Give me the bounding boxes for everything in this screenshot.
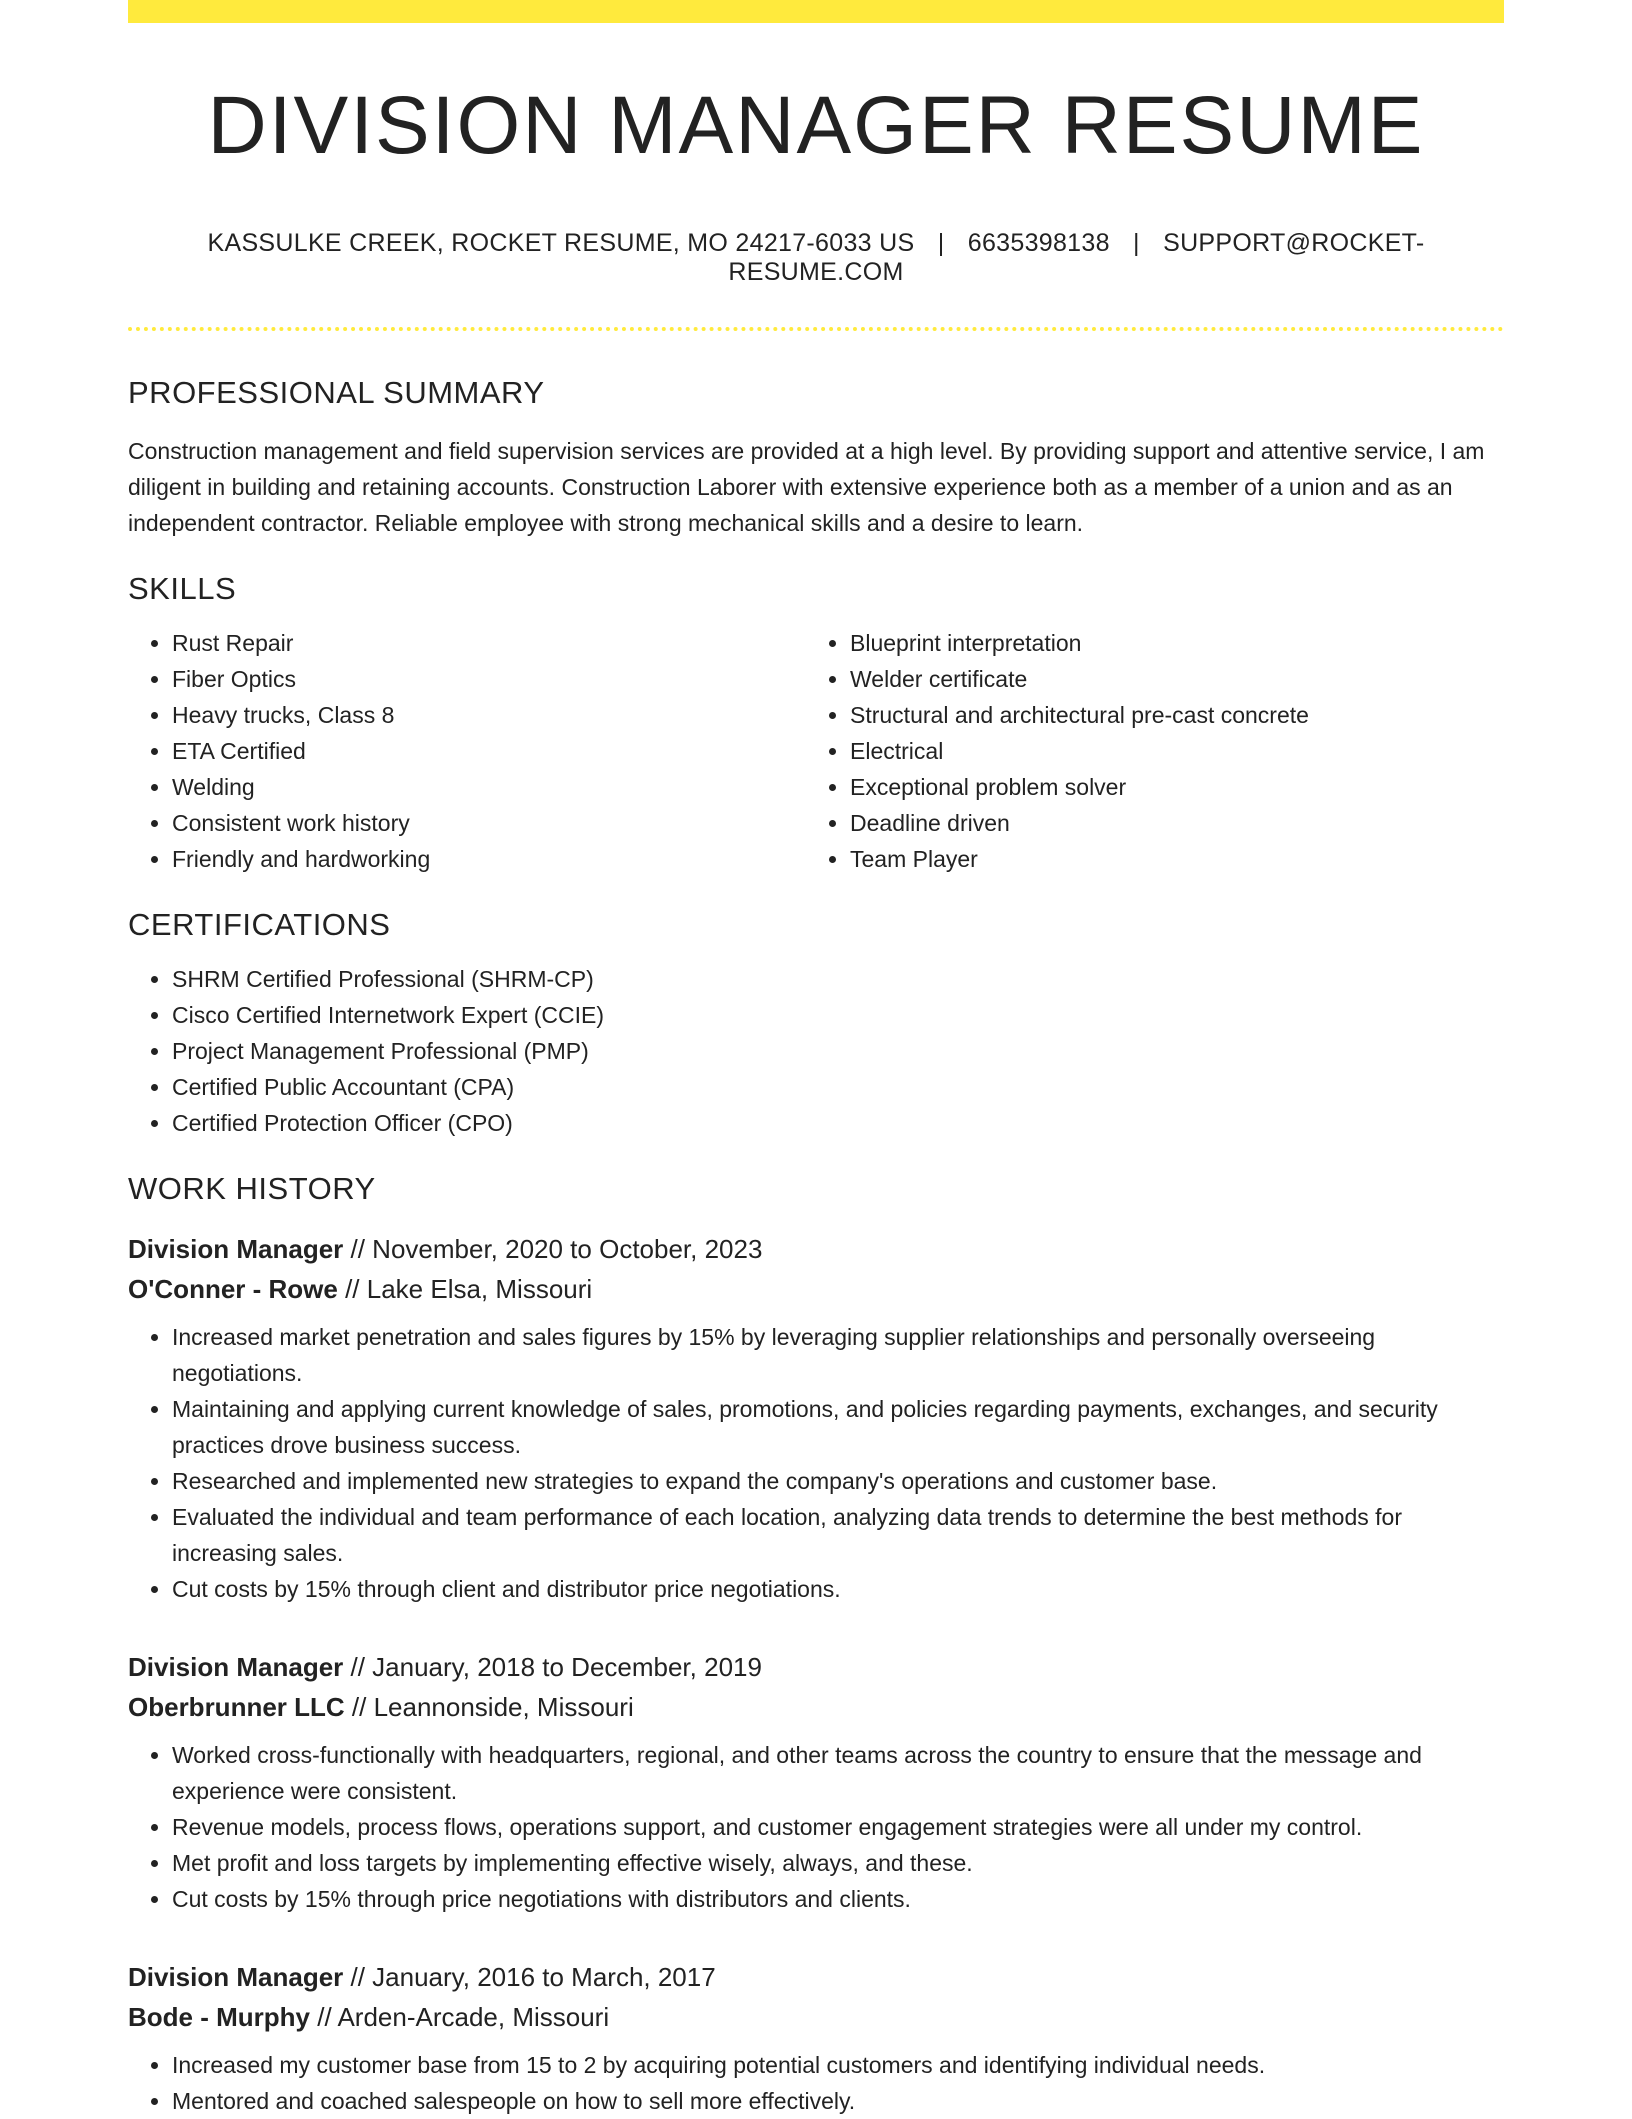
job-bullet: • Worked cross-functionally with headquarters, regional, and other teams across the country to ensure that the message and experience were consistent. xyxy=(172,1737,1504,1809)
job-bullet: • Revenue models, process flows, operations support, and customer engagement strategies were all under my control. xyxy=(172,1809,1504,1845)
certification-item: • Cisco Certified Internetwork Expert (CCIE) xyxy=(172,997,1504,1033)
skill-item: • Blueprint interpretation xyxy=(850,625,1484,661)
job-bullet: • Cut costs by 15% through client and distributor price negotiations. xyxy=(172,1571,1504,1607)
skill-item: • Welder certificate xyxy=(850,661,1484,697)
job-title: Division Manager xyxy=(128,1962,344,1993)
resume-page xyxy=(128,0,1504,2119)
skill-item: • ETA Certified xyxy=(172,733,806,769)
job-bullet: • Evaluated the individual and team performance of each location, analyzing data trends to determine the best methods for increasing sales. xyxy=(172,1499,1504,1571)
skill-item: • Fiber Optics xyxy=(172,661,806,697)
skill-item: • Structural and architectural pre-cast concrete xyxy=(850,697,1484,733)
skill-item: • Consistent work history xyxy=(172,805,806,841)
job-company: O'Conner - Rowe xyxy=(128,1274,338,1305)
job-dates: // November, 2020 to October, 2023 xyxy=(343,1234,763,1265)
job-bullet: • Mentored and coached salespeople on how to sell more effectively. xyxy=(172,2083,1504,2119)
skills-list-left xyxy=(128,625,806,877)
skills-list-right xyxy=(806,625,1484,877)
job-entry xyxy=(128,1647,1504,1917)
accent-bar xyxy=(128,0,1504,23)
job-bullets xyxy=(128,1319,1504,1607)
work-history-section xyxy=(128,1171,1504,2119)
skill-item: • Exceptional problem solver xyxy=(850,769,1484,805)
skill-item: • Deadline driven xyxy=(850,805,1484,841)
job-bullet: • Increased market penetration and sales figures by 15% by leveraging supplier relationships and personally overseeing negotiations. xyxy=(172,1319,1504,1391)
job-bullets xyxy=(128,2047,1504,2119)
job-location: // Leannonside, Missouri xyxy=(344,1692,634,1723)
contact-email: SUPPORT@ROCKET-RESUME.COM xyxy=(728,229,1425,287)
skill-item: • Friendly and hardworking xyxy=(172,841,806,877)
job-bullets xyxy=(128,1737,1504,1917)
job-title-line xyxy=(128,1957,1504,1997)
section-heading: SKILLS xyxy=(128,571,237,607)
skill-item: • Team Player xyxy=(850,841,1484,877)
job-company-line xyxy=(128,1269,1504,1309)
section-heading: CERTIFICATIONS xyxy=(128,907,391,943)
summary-text: Construction management and field supervision services are provided at a high level. By providing support and attentive service, I am diligent in building and retaining accounts. Construction Laborer with extensive experience both as a member of a union and as an independent contractor. Reliable employee with strong mechanical skills and a desire to learn. xyxy=(128,438,1485,537)
skills-grid xyxy=(128,607,1504,877)
job-title: Division Manager xyxy=(128,1652,344,1683)
job-title: Division Manager xyxy=(128,1234,344,1265)
skill-item: • Rust Repair xyxy=(172,625,806,661)
job-title-line xyxy=(128,1647,1504,1687)
contact-separator: | xyxy=(937,229,945,258)
skills-section xyxy=(128,571,1504,877)
page-title: DIVISION MANAGER RESUME xyxy=(207,80,1425,171)
job-company: Oberbrunner LLC xyxy=(128,1692,345,1723)
certification-item: • Project Management Professional (PMP) xyxy=(172,1033,1504,1069)
contact-address: KASSULKE CREEK, ROCKET RESUME, MO 24217-6033 US xyxy=(207,229,915,258)
job-company-line xyxy=(128,1687,1504,1727)
job-bullet: • Maintaining and applying current knowledge of sales, promotions, and policies regarding payments, exchanges, and security practices drove business success. xyxy=(172,1391,1504,1463)
job-location: // Lake Elsa, Missouri xyxy=(337,1274,593,1305)
skill-item: • Welding xyxy=(172,769,806,805)
certification-item: • Certified Public Accountant (CPA) xyxy=(172,1069,1504,1105)
job-entry xyxy=(128,1229,1504,1607)
job-bullet: • Met profit and loss targets by implementing effective wisely, always, and these. xyxy=(172,1845,1504,1881)
job-title-line xyxy=(128,1229,1504,1269)
section-heading: WORK HISTORY xyxy=(128,1171,376,1207)
certification-item: • Certified Protection Officer (CPO) xyxy=(172,1105,1504,1141)
divider xyxy=(128,327,1504,331)
job-dates: // January, 2016 to March, 2017 xyxy=(343,1962,716,1993)
certification-item: • SHRM Certified Professional (SHRM-CP) xyxy=(172,961,1504,997)
job-location: // Arden-Arcade, Missouri xyxy=(310,2002,610,2033)
job-bullet: • Researched and implemented new strategies to expand the company's operations and customer base. xyxy=(172,1463,1504,1499)
certifications-section xyxy=(128,907,1504,1141)
job-dates: // January, 2018 to December, 2019 xyxy=(343,1652,762,1683)
job-entry xyxy=(128,1957,1504,2119)
contact-phone: 6635398138 xyxy=(967,229,1110,258)
section-heading: PROFESSIONAL SUMMARY xyxy=(128,375,545,411)
job-bullet: • Increased my customer base from 15 to 2 by acquiring potential customers and identifying individual needs. xyxy=(172,2047,1504,2083)
job-company: Bode - Murphy xyxy=(128,2002,310,2033)
skill-item: • Electrical xyxy=(850,733,1484,769)
job-company-line xyxy=(128,1997,1504,2037)
skill-item: • Heavy trucks, Class 8 xyxy=(172,697,806,733)
contact-separator: | xyxy=(1133,229,1140,258)
job-bullet: • Cut costs by 15% through price negotiations with distributors and clients. xyxy=(172,1881,1504,1917)
summary-section xyxy=(128,375,1504,541)
contact-line xyxy=(128,229,1504,287)
certifications-list xyxy=(128,961,1504,1141)
